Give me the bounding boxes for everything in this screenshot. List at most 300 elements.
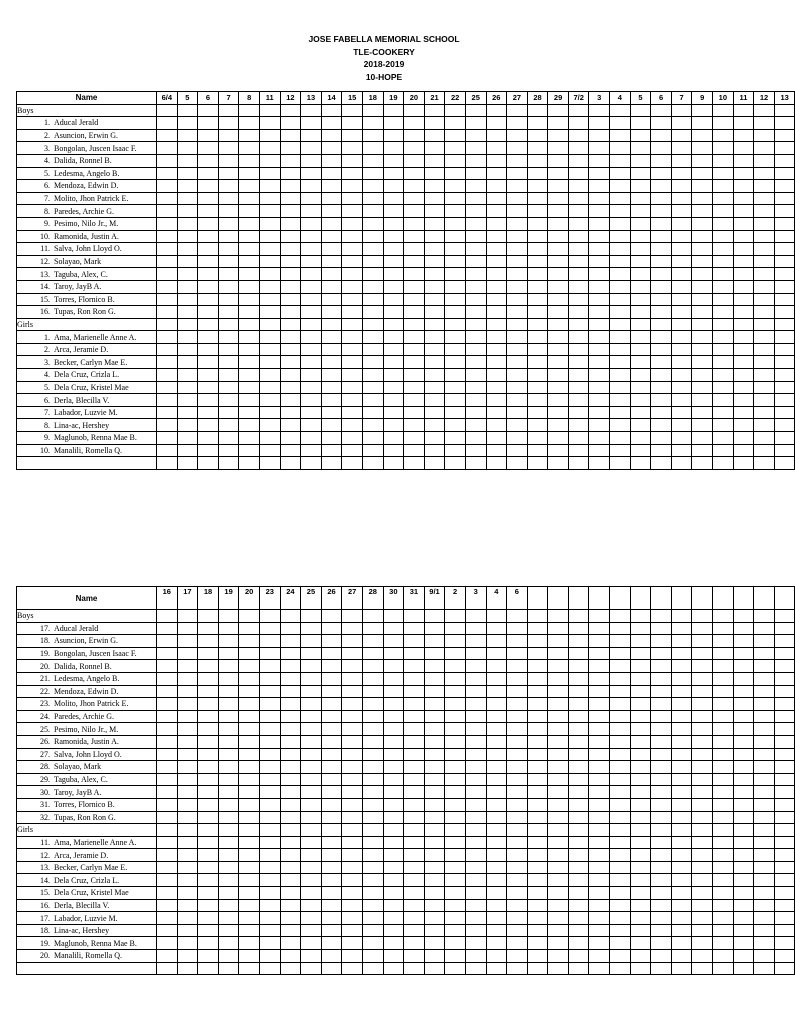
attendance-cell[interactable]: [548, 798, 569, 811]
attendance-cell[interactable]: [486, 280, 507, 293]
attendance-cell[interactable]: [465, 912, 486, 925]
attendance-cell[interactable]: [280, 356, 301, 369]
attendance-cell[interactable]: [280, 912, 301, 925]
attendance-cell[interactable]: [754, 647, 775, 660]
attendance-cell[interactable]: [692, 331, 713, 344]
attendance-cell[interactable]: [507, 205, 528, 218]
attendance-cell[interactable]: [589, 824, 610, 837]
attendance-cell[interactable]: [548, 243, 569, 256]
attendance-cell[interactable]: [157, 268, 178, 281]
attendance-cell[interactable]: [362, 318, 383, 331]
attendance-cell[interactable]: [774, 748, 795, 761]
attendance-cell[interactable]: [259, 457, 280, 470]
attendance-cell[interactable]: [259, 356, 280, 369]
attendance-cell[interactable]: [692, 129, 713, 142]
attendance-cell[interactable]: [218, 798, 239, 811]
attendance-cell[interactable]: [157, 205, 178, 218]
attendance-cell[interactable]: [404, 268, 425, 281]
attendance-cell[interactable]: [651, 647, 672, 660]
attendance-cell[interactable]: [239, 331, 260, 344]
attendance-cell[interactable]: [321, 331, 342, 344]
attendance-cell[interactable]: [321, 811, 342, 824]
attendance-cell[interactable]: [424, 432, 445, 445]
attendance-cell[interactable]: [507, 180, 528, 193]
attendance-cell[interactable]: [692, 369, 713, 382]
attendance-cell[interactable]: [177, 394, 198, 407]
attendance-cell[interactable]: [754, 912, 775, 925]
attendance-cell[interactable]: [671, 293, 692, 306]
attendance-cell[interactable]: [218, 836, 239, 849]
attendance-cell[interactable]: [671, 710, 692, 723]
attendance-cell[interactable]: [589, 811, 610, 824]
attendance-cell[interactable]: [548, 217, 569, 230]
attendance-cell[interactable]: [610, 444, 631, 457]
attendance-cell[interactable]: [527, 192, 548, 205]
attendance-cell[interactable]: [507, 861, 528, 874]
attendance-cell[interactable]: [259, 205, 280, 218]
attendance-cell[interactable]: [610, 610, 631, 623]
attendance-cell[interactable]: [527, 824, 548, 837]
attendance-cell[interactable]: [445, 912, 466, 925]
attendance-cell[interactable]: [198, 180, 219, 193]
attendance-cell[interactable]: [774, 394, 795, 407]
attendance-cell[interactable]: [301, 723, 322, 736]
attendance-cell[interactable]: [589, 849, 610, 862]
attendance-cell[interactable]: [568, 192, 589, 205]
attendance-cell[interactable]: [177, 419, 198, 432]
attendance-cell[interactable]: [774, 117, 795, 130]
attendance-cell[interactable]: [486, 887, 507, 900]
attendance-cell[interactable]: [342, 217, 363, 230]
attendance-cell[interactable]: [733, 154, 754, 167]
attendance-cell[interactable]: [157, 899, 178, 912]
attendance-cell[interactable]: [342, 444, 363, 457]
attendance-cell[interactable]: [362, 861, 383, 874]
attendance-cell[interactable]: [321, 306, 342, 319]
attendance-cell[interactable]: [259, 104, 280, 117]
attendance-cell[interactable]: [259, 142, 280, 155]
attendance-cell[interactable]: [610, 773, 631, 786]
attendance-cell[interactable]: [589, 180, 610, 193]
attendance-cell[interactable]: [589, 293, 610, 306]
attendance-cell[interactable]: [548, 950, 569, 963]
attendance-cell[interactable]: [692, 748, 713, 761]
attendance-cell[interactable]: [548, 104, 569, 117]
attendance-cell[interactable]: [507, 786, 528, 799]
attendance-cell[interactable]: [218, 874, 239, 887]
attendance-cell[interactable]: [733, 318, 754, 331]
attendance-cell[interactable]: [445, 874, 466, 887]
attendance-cell[interactable]: [445, 432, 466, 445]
attendance-cell[interactable]: [754, 280, 775, 293]
attendance-cell[interactable]: [610, 306, 631, 319]
attendance-cell[interactable]: [321, 660, 342, 673]
attendance-cell[interactable]: [754, 610, 775, 623]
attendance-cell[interactable]: [610, 318, 631, 331]
attendance-cell[interactable]: [568, 924, 589, 937]
attendance-cell[interactable]: [157, 331, 178, 344]
attendance-cell[interactable]: [589, 710, 610, 723]
attendance-cell[interactable]: [486, 406, 507, 419]
attendance-cell[interactable]: [301, 798, 322, 811]
attendance-cell[interactable]: [774, 432, 795, 445]
attendance-cell[interactable]: [424, 369, 445, 382]
attendance-cell[interactable]: [259, 660, 280, 673]
attendance-cell[interactable]: [754, 861, 775, 874]
attendance-cell[interactable]: [465, 685, 486, 698]
attendance-cell[interactable]: [507, 685, 528, 698]
attendance-cell[interactable]: [383, 406, 404, 419]
attendance-cell[interactable]: [548, 343, 569, 356]
attendance-cell[interactable]: [507, 824, 528, 837]
attendance-cell[interactable]: [259, 672, 280, 685]
attendance-cell[interactable]: [692, 861, 713, 874]
attendance-cell[interactable]: [342, 356, 363, 369]
attendance-cell[interactable]: [239, 280, 260, 293]
attendance-cell[interactable]: [424, 268, 445, 281]
attendance-cell[interactable]: [342, 306, 363, 319]
attendance-cell[interactable]: [713, 924, 734, 937]
attendance-cell[interactable]: [589, 912, 610, 925]
attendance-cell[interactable]: [218, 406, 239, 419]
attendance-cell[interactable]: [486, 786, 507, 799]
attendance-cell[interactable]: [177, 798, 198, 811]
attendance-cell[interactable]: [754, 710, 775, 723]
attendance-cell[interactable]: [280, 129, 301, 142]
attendance-cell[interactable]: [362, 230, 383, 243]
attendance-cell[interactable]: [754, 356, 775, 369]
attendance-cell[interactable]: [239, 798, 260, 811]
attendance-cell[interactable]: [301, 406, 322, 419]
attendance-cell[interactable]: [280, 811, 301, 824]
attendance-cell[interactable]: [362, 710, 383, 723]
attendance-cell[interactable]: [465, 280, 486, 293]
attendance-cell[interactable]: [342, 192, 363, 205]
attendance-cell[interactable]: [630, 887, 651, 900]
attendance-cell[interactable]: [362, 406, 383, 419]
attendance-cell[interactable]: [610, 167, 631, 180]
attendance-cell[interactable]: [671, 306, 692, 319]
attendance-cell[interactable]: [486, 836, 507, 849]
attendance-cell[interactable]: [754, 798, 775, 811]
attendance-cell[interactable]: [754, 230, 775, 243]
attendance-cell[interactable]: [445, 343, 466, 356]
attendance-cell[interactable]: [774, 369, 795, 382]
attendance-cell[interactable]: [218, 761, 239, 774]
attendance-cell[interactable]: [157, 243, 178, 256]
attendance-cell[interactable]: [630, 381, 651, 394]
attendance-cell[interactable]: [692, 811, 713, 824]
attendance-cell[interactable]: [383, 117, 404, 130]
attendance-cell[interactable]: [774, 773, 795, 786]
attendance-cell[interactable]: [754, 874, 775, 887]
attendance-cell[interactable]: [465, 331, 486, 344]
attendance-cell[interactable]: [651, 243, 672, 256]
attendance-cell[interactable]: [342, 610, 363, 623]
attendance-cell[interactable]: [383, 798, 404, 811]
attendance-cell[interactable]: [589, 950, 610, 963]
attendance-cell[interactable]: [342, 268, 363, 281]
attendance-cell[interactable]: [486, 180, 507, 193]
attendance-cell[interactable]: [404, 950, 425, 963]
attendance-cell[interactable]: [630, 432, 651, 445]
attendance-cell[interactable]: [218, 129, 239, 142]
attendance-cell[interactable]: [280, 710, 301, 723]
attendance-cell[interactable]: [671, 962, 692, 975]
attendance-cell[interactable]: [445, 761, 466, 774]
attendance-cell[interactable]: [774, 710, 795, 723]
attendance-cell[interactable]: [321, 836, 342, 849]
attendance-cell[interactable]: [218, 180, 239, 193]
attendance-cell[interactable]: [692, 230, 713, 243]
attendance-cell[interactable]: [239, 419, 260, 432]
attendance-cell[interactable]: [383, 610, 404, 623]
attendance-cell[interactable]: [548, 672, 569, 685]
attendance-cell[interactable]: [671, 444, 692, 457]
attendance-cell[interactable]: [321, 874, 342, 887]
attendance-cell[interactable]: [671, 874, 692, 887]
attendance-cell[interactable]: [507, 937, 528, 950]
attendance-cell[interactable]: [198, 672, 219, 685]
attendance-cell[interactable]: [280, 180, 301, 193]
attendance-cell[interactable]: [610, 635, 631, 648]
attendance-cell[interactable]: [692, 622, 713, 635]
attendance-cell[interactable]: [404, 735, 425, 748]
attendance-cell[interactable]: [404, 306, 425, 319]
attendance-cell[interactable]: [321, 154, 342, 167]
attendance-cell[interactable]: [424, 192, 445, 205]
attendance-cell[interactable]: [198, 394, 219, 407]
attendance-cell[interactable]: [713, 861, 734, 874]
attendance-cell[interactable]: [465, 874, 486, 887]
attendance-cell[interactable]: [445, 293, 466, 306]
attendance-cell[interactable]: [239, 243, 260, 256]
attendance-cell[interactable]: [733, 824, 754, 837]
attendance-cell[interactable]: [548, 710, 569, 723]
attendance-cell[interactable]: [733, 167, 754, 180]
attendance-cell[interactable]: [301, 937, 322, 950]
attendance-cell[interactable]: [774, 735, 795, 748]
attendance-cell[interactable]: [321, 735, 342, 748]
attendance-cell[interactable]: [774, 306, 795, 319]
attendance-cell[interactable]: [630, 786, 651, 799]
attendance-cell[interactable]: [589, 205, 610, 218]
attendance-cell[interactable]: [424, 861, 445, 874]
attendance-cell[interactable]: [198, 924, 219, 937]
attendance-cell[interactable]: [713, 394, 734, 407]
attendance-cell[interactable]: [404, 849, 425, 862]
attendance-cell[interactable]: [424, 154, 445, 167]
attendance-cell[interactable]: [527, 710, 548, 723]
attendance-cell[interactable]: [198, 104, 219, 117]
attendance-cell[interactable]: [404, 293, 425, 306]
attendance-cell[interactable]: [671, 672, 692, 685]
attendance-cell[interactable]: [589, 836, 610, 849]
attendance-cell[interactable]: [733, 180, 754, 193]
attendance-cell[interactable]: [321, 622, 342, 635]
attendance-cell[interactable]: [630, 167, 651, 180]
attendance-cell[interactable]: [424, 343, 445, 356]
attendance-cell[interactable]: [589, 230, 610, 243]
attendance-cell[interactable]: [177, 786, 198, 799]
attendance-cell[interactable]: [527, 306, 548, 319]
attendance-cell[interactable]: [589, 381, 610, 394]
attendance-cell[interactable]: [507, 912, 528, 925]
attendance-cell[interactable]: [157, 255, 178, 268]
attendance-cell[interactable]: [383, 419, 404, 432]
attendance-cell[interactable]: [177, 293, 198, 306]
attendance-cell[interactable]: [301, 924, 322, 937]
attendance-cell[interactable]: [218, 748, 239, 761]
attendance-cell[interactable]: [465, 836, 486, 849]
attendance-cell[interactable]: [424, 381, 445, 394]
attendance-cell[interactable]: [362, 773, 383, 786]
attendance-cell[interactable]: [157, 761, 178, 774]
attendance-cell[interactable]: [548, 786, 569, 799]
attendance-cell[interactable]: [198, 610, 219, 623]
attendance-cell[interactable]: [445, 306, 466, 319]
attendance-cell[interactable]: [177, 444, 198, 457]
attendance-cell[interactable]: [568, 369, 589, 382]
attendance-cell[interactable]: [362, 798, 383, 811]
attendance-cell[interactable]: [177, 924, 198, 937]
attendance-cell[interactable]: [198, 419, 219, 432]
attendance-cell[interactable]: [218, 950, 239, 963]
attendance-cell[interactable]: [527, 735, 548, 748]
attendance-cell[interactable]: [301, 457, 322, 470]
attendance-cell[interactable]: [671, 748, 692, 761]
attendance-cell[interactable]: [651, 255, 672, 268]
attendance-cell[interactable]: [589, 610, 610, 623]
attendance-cell[interactable]: [774, 180, 795, 193]
attendance-cell[interactable]: [218, 610, 239, 623]
attendance-cell[interactable]: [507, 369, 528, 382]
attendance-cell[interactable]: [445, 192, 466, 205]
attendance-cell[interactable]: [465, 723, 486, 736]
attendance-cell[interactable]: [692, 950, 713, 963]
attendance-cell[interactable]: [445, 142, 466, 155]
attendance-cell[interactable]: [445, 129, 466, 142]
attendance-cell[interactable]: [465, 811, 486, 824]
attendance-cell[interactable]: [239, 698, 260, 711]
attendance-cell[interactable]: [507, 306, 528, 319]
attendance-cell[interactable]: [568, 280, 589, 293]
attendance-cell[interactable]: [610, 192, 631, 205]
attendance-cell[interactable]: [239, 861, 260, 874]
attendance-cell[interactable]: [239, 924, 260, 937]
attendance-cell[interactable]: [630, 710, 651, 723]
attendance-cell[interactable]: [671, 268, 692, 281]
attendance-cell[interactable]: [671, 381, 692, 394]
attendance-cell[interactable]: [774, 356, 795, 369]
attendance-cell[interactable]: [445, 950, 466, 963]
attendance-cell[interactable]: [342, 937, 363, 950]
attendance-cell[interactable]: [692, 419, 713, 432]
attendance-cell[interactable]: [198, 962, 219, 975]
attendance-cell[interactable]: [774, 192, 795, 205]
attendance-cell[interactable]: [713, 192, 734, 205]
attendance-cell[interactable]: [424, 635, 445, 648]
attendance-cell[interactable]: [404, 343, 425, 356]
attendance-cell[interactable]: [548, 444, 569, 457]
attendance-cell[interactable]: [198, 318, 219, 331]
attendance-cell[interactable]: [733, 406, 754, 419]
attendance-cell[interactable]: [548, 306, 569, 319]
attendance-cell[interactable]: [692, 306, 713, 319]
attendance-cell[interactable]: [157, 457, 178, 470]
attendance-cell[interactable]: [548, 457, 569, 470]
attendance-cell[interactable]: [383, 836, 404, 849]
attendance-cell[interactable]: [445, 610, 466, 623]
attendance-cell[interactable]: [774, 230, 795, 243]
attendance-cell[interactable]: [651, 786, 672, 799]
attendance-cell[interactable]: [342, 962, 363, 975]
attendance-cell[interactable]: [177, 167, 198, 180]
attendance-cell[interactable]: [568, 748, 589, 761]
attendance-cell[interactable]: [239, 887, 260, 900]
attendance-cell[interactable]: [424, 243, 445, 256]
attendance-cell[interactable]: [630, 635, 651, 648]
attendance-cell[interactable]: [259, 331, 280, 344]
attendance-cell[interactable]: [157, 735, 178, 748]
attendance-cell[interactable]: [548, 773, 569, 786]
attendance-cell[interactable]: [342, 735, 363, 748]
attendance-cell[interactable]: [630, 836, 651, 849]
attendance-cell[interactable]: [733, 129, 754, 142]
attendance-cell[interactable]: [692, 255, 713, 268]
attendance-cell[interactable]: [362, 205, 383, 218]
attendance-cell[interactable]: [774, 255, 795, 268]
attendance-cell[interactable]: [259, 280, 280, 293]
attendance-cell[interactable]: [507, 672, 528, 685]
attendance-cell[interactable]: [362, 761, 383, 774]
attendance-cell[interactable]: [259, 874, 280, 887]
attendance-cell[interactable]: [527, 142, 548, 155]
attendance-cell[interactable]: [733, 660, 754, 673]
attendance-cell[interactable]: [321, 962, 342, 975]
attendance-cell[interactable]: [692, 786, 713, 799]
attendance-cell[interactable]: [692, 912, 713, 925]
attendance-cell[interactable]: [239, 104, 260, 117]
attendance-cell[interactable]: [280, 444, 301, 457]
attendance-cell[interactable]: [754, 685, 775, 698]
attendance-cell[interactable]: [692, 268, 713, 281]
attendance-cell[interactable]: [280, 887, 301, 900]
attendance-cell[interactable]: [280, 381, 301, 394]
attendance-cell[interactable]: [486, 950, 507, 963]
attendance-cell[interactable]: [404, 798, 425, 811]
attendance-cell[interactable]: [259, 255, 280, 268]
attendance-cell[interactable]: [713, 180, 734, 193]
attendance-cell[interactable]: [301, 255, 322, 268]
attendance-cell[interactable]: [568, 849, 589, 862]
attendance-cell[interactable]: [486, 610, 507, 623]
attendance-cell[interactable]: [486, 635, 507, 648]
attendance-cell[interactable]: [651, 192, 672, 205]
attendance-cell[interactable]: [280, 268, 301, 281]
attendance-cell[interactable]: [486, 394, 507, 407]
attendance-cell[interactable]: [301, 167, 322, 180]
attendance-cell[interactable]: [486, 129, 507, 142]
attendance-cell[interactable]: [527, 672, 548, 685]
attendance-cell[interactable]: [445, 735, 466, 748]
attendance-cell[interactable]: [321, 205, 342, 218]
attendance-cell[interactable]: [342, 394, 363, 407]
attendance-cell[interactable]: [486, 444, 507, 457]
attendance-cell[interactable]: [301, 444, 322, 457]
attendance-cell[interactable]: [177, 698, 198, 711]
attendance-cell[interactable]: [610, 331, 631, 344]
